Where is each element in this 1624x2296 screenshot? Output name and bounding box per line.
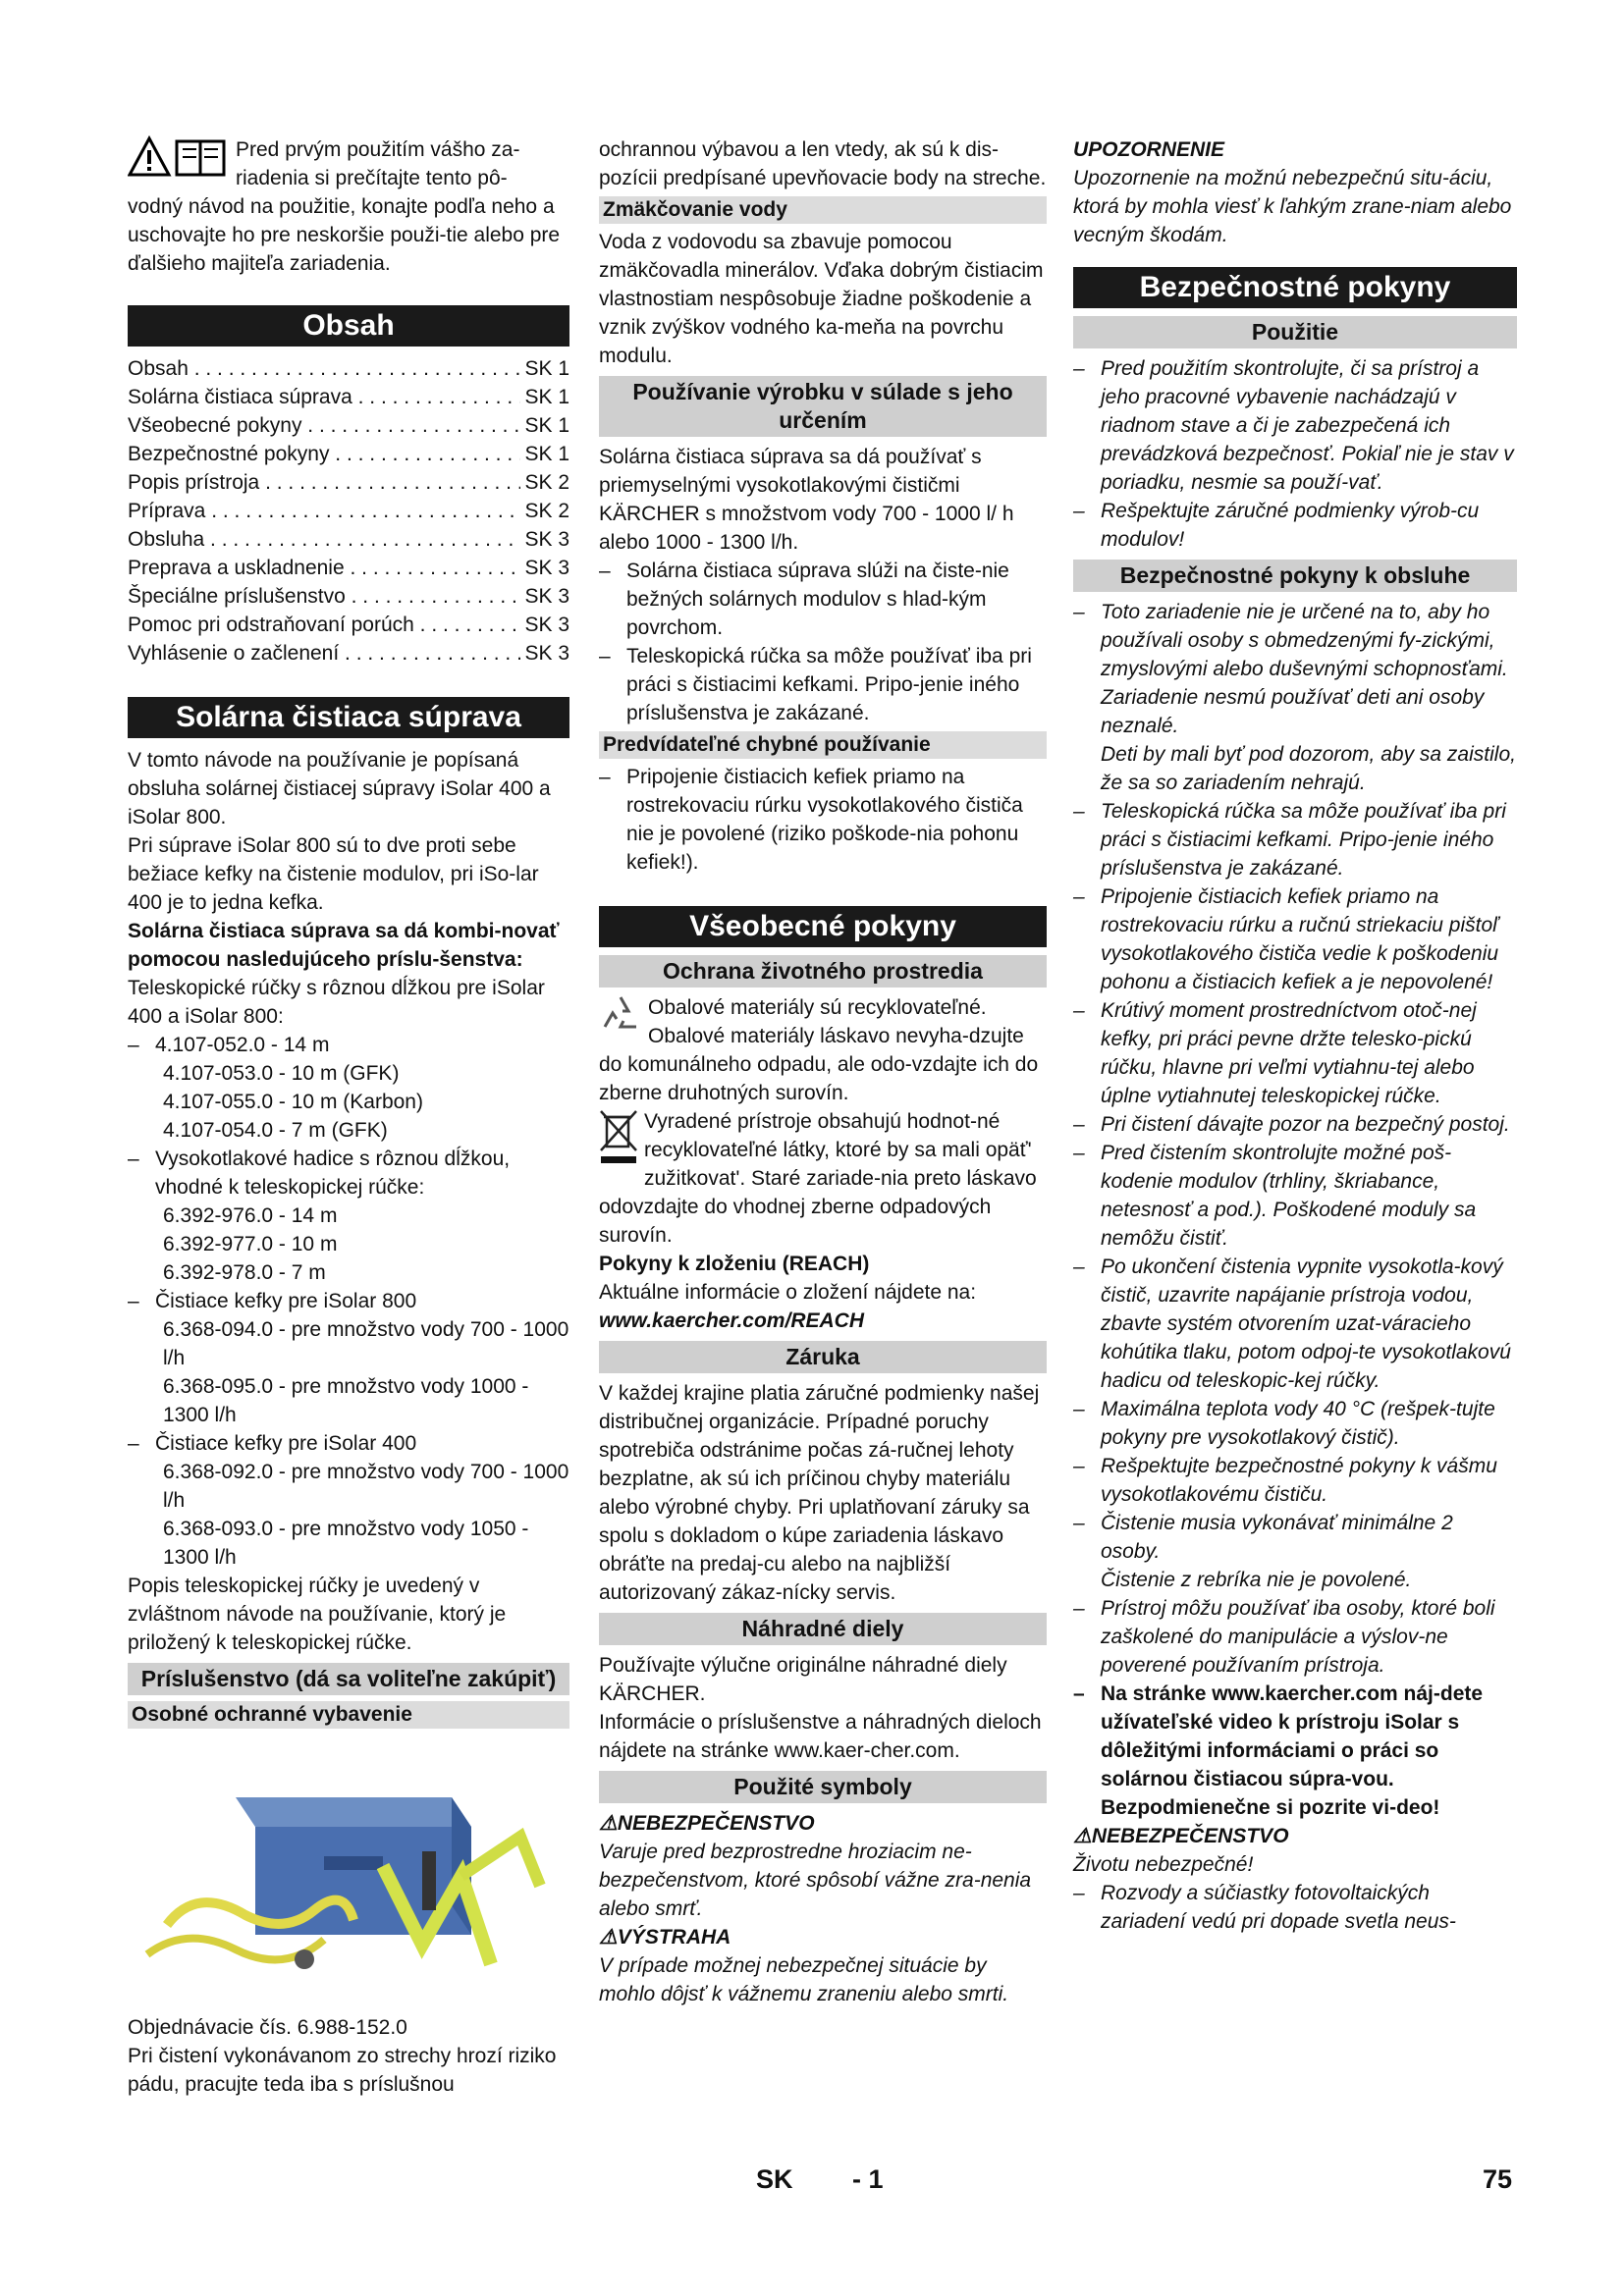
accessory-title: Príslušenstvo (dá sa voliteľne zakúpiť) bbox=[128, 1663, 569, 1695]
list-subitem: 6.368-092.0 - pre množstvo vody 700 - 1000 l/h bbox=[163, 1461, 569, 1512]
solar-p1: V tomto návode na používanie je popísaná obsluha solárnej čistiacej súpravy iSolar 400 a iSolar 800. bbox=[128, 749, 551, 828]
warning-triangle-icon: ⚠ bbox=[599, 1926, 618, 1949]
solar-title: Solárna čistiaca súprava bbox=[128, 697, 569, 738]
list-item: – Maximálna teplota vody 40 °C (rešpek-tujte pokyny pre vysokotlakový čistič). bbox=[1073, 1398, 1495, 1449]
warning-label: ⚠VÝSTRAHA bbox=[599, 1926, 731, 1949]
env-block-2 bbox=[599, 1107, 1047, 1250]
warranty-title: Záruka bbox=[599, 1341, 1047, 1373]
accessory-order: Objednávacie čís. 6.988-152.0 bbox=[128, 2016, 407, 2039]
crossed-bin-icon bbox=[599, 1107, 638, 1174]
list-item: – Pred použitím skontrolujte, či sa prístroj a jeho pracovné vybavenie nachádzajú v riadnom stave a či je zabezpečená ich prevádzková bezpečnosť. Pokiaľ nie je stav v poriadku, nesmie sa použí-vať. bbox=[1073, 357, 1514, 494]
list-item: – Čistiace kefky pre iSolar 800 bbox=[128, 1290, 417, 1312]
footer-lang: SK bbox=[756, 2164, 793, 2194]
env-p2: Vyradené prístroje obsahujú hodnot-né recyklovateľné látky, ktoré by sa mali opäť' zužitkovat'. Staré zariade-nia preto láskavo odovzdajte do vhodnej zberne odpadových surovín. bbox=[599, 1110, 1037, 1247]
list-item: – Teleskopická rúčka sa môže používať iba pri práci s čistiacimi kefkami. Pripo-jenie iného príslušenstva je zakázané. bbox=[1073, 800, 1506, 880]
list-subitem: 6.392-978.0 - 7 m bbox=[163, 1261, 326, 1284]
solar-p3: Solárna čistiaca súprava sa dá kombi-novať pomocou nasledujúceho príslu-šenstva: bbox=[128, 920, 560, 971]
page-number: 75 bbox=[1483, 2164, 1513, 2194]
env-block-1 bbox=[599, 993, 1047, 1107]
list-item: – Na stránke www.kaercher.com náj-dete užívateľské video k prístroju iSolar s dôležitými informáciami o práci so solárnou čistiacou súpra-vou. Bezpodmienečne si pozrite vi-deo! bbox=[1073, 1682, 1484, 1819]
reach-p: Aktuálne informácie o zložení nájdete na: bbox=[599, 1281, 977, 1304]
toc-item[interactable]: Preprava a uskladnenie . . . SK 3 bbox=[128, 554, 569, 582]
intro-text-c: vodný návod na použitie, konajte podľa neho a uschovajte ho pre neskoršie použi-tie alebo pre ďalšieho majiteľa zariadenia. bbox=[128, 195, 561, 275]
toc-title: Obsah bbox=[128, 305, 569, 347]
intro-text-b: riadenia si prečítajte tento pô- bbox=[236, 167, 508, 189]
list-subitem: 6.392-976.0 - 14 m bbox=[163, 1204, 338, 1227]
reach-title: Pokyny k zloženiu (REACH) bbox=[599, 1253, 870, 1275]
toc-item[interactable]: Obsluha . . . SK 3 bbox=[128, 525, 569, 554]
list-item: – Čistenie musia vykonávať minimálne 2 osoby. bbox=[1073, 1512, 1453, 1563]
accessory-p1: Pri čistení vykonávanom zo strechy hrozí riziko pádu, pracujte teda iba s príslušnou bbox=[128, 2045, 557, 2096]
list-subitem: 4.107-055.0 - 10 m (Karbon) bbox=[163, 1091, 423, 1113]
safety-use-title: Použitie bbox=[1073, 316, 1517, 348]
toc-item[interactable]: Pomoc pri odstraňovaní porúch . . . SK 3 bbox=[128, 611, 569, 639]
list-subitem: 6.392-977.0 - 10 m bbox=[163, 1233, 338, 1255]
list-item: – Rozvody a súčiastky fotovoltaických zariadení vedú pri dopade svetla neus- bbox=[1073, 1882, 1456, 1933]
toc-item[interactable]: Bezpečnostné pokyny . . . SK 1 bbox=[128, 440, 569, 468]
toc-item[interactable]: Obsah . . . SK 1 bbox=[128, 354, 569, 383]
water-title: Zmäkčovanie vody bbox=[599, 196, 1047, 224]
warning-triangle-icon: ⚠ bbox=[1073, 1825, 1092, 1847]
toc-item[interactable]: Špeciálne príslušenstvo . . . SK 3 bbox=[128, 582, 569, 611]
env-title: Ochrana životného prostredia bbox=[599, 955, 1047, 988]
list-item: – Rešpektujte záručné podmienky výrob-cu modulov! bbox=[1073, 500, 1480, 551]
safety-title: Bezpečnostné pokyny bbox=[1073, 267, 1517, 308]
danger-label: ⚠NEBEZPEČENSTVO bbox=[1073, 1825, 1289, 1847]
col2-p0: ochrannou výbavou a len vtedy, ak sú k dis-pozícii predpísané upevňovacie body na streche. bbox=[599, 138, 1047, 189]
list-item: – Po ukončení čistenia vypnite vysokotla-kový čistič, uzavrite napájanie prístroja vodou, zbavte systém otvorením uzat-váracieho kohútika tlaku, potom odpoj-te vysokotlakovú hadicu od teleskopic-kej rúčky. bbox=[1073, 1255, 1511, 1392]
toc-list bbox=[128, 354, 569, 667]
caution-label: UPOZORNENIE bbox=[1073, 138, 1225, 161]
list-subitem: 6.368-093.0 - pre množstvo vody 1050 - 1300 l/h bbox=[163, 1518, 529, 1569]
warning-p: V prípade možnej nebezpečnej situácie by mohlo dôjsť k vážnemu zraneniu alebo smrti. bbox=[599, 1954, 1009, 2005]
danger-p: Varuje pred bezprostredne hroziacim ne-bezpečenstvom, ktoré spôsobí vážne zra-nenia alebo smrť. bbox=[599, 1841, 1032, 1920]
danger-p: Životu nebezpečné! bbox=[1073, 1853, 1254, 1876]
reach-url[interactable]: www.kaercher.com/REACH bbox=[599, 1309, 864, 1332]
warning-manual-icon bbox=[128, 135, 230, 187]
list-item: – Pripojenie čistiacich kefiek priamo na rostrekovaciu rúrku vysokotlakového čističa nie je povolené (riziko poškode-nia pohonu kefiek!). bbox=[599, 766, 1023, 874]
recycle-icon bbox=[599, 993, 642, 1044]
list-item: – Pred čistením skontrolujte možné poš-kodenie modulov (trhliny, škriabance, netesnosť a pod.). Poškodené moduly sa nemôžu čistiť. bbox=[1073, 1142, 1477, 1250]
list-subitem: 4.107-053.0 - 10 m (GFK) bbox=[163, 1062, 400, 1085]
column-2 bbox=[599, 135, 1047, 2008]
list-item: – Pri čistení dávajte pozor na bezpečný postoj. bbox=[1073, 1113, 1510, 1136]
warranty-p: V každej krajine platia záručné podmienky našej distribučnej organizácie. Prípadné poruchy spotrebiča odstránime počas zá-ručnej lehoty bezplatne, ak sú ich príčinou chyby materiálu alebo výrobné chyby. Pri uplatňovaní záruky sa spolu s dokladom o kúpe zariadenia láskavo obráťte na predaj-cu alebo na najbližší autorizovaný zákaz-nícky servis. bbox=[599, 1382, 1040, 1604]
intro-text-a: Pred prvým použitím vášho za- bbox=[236, 138, 520, 161]
accessory-subtitle: Osobné ochranné vybavenie bbox=[128, 1701, 569, 1729]
warning-triangle-icon: ⚠ bbox=[599, 1812, 618, 1835]
toc-item[interactable]: Solárna čistiaca súprava . . . SK 1 bbox=[128, 383, 569, 411]
intro-block bbox=[128, 135, 569, 278]
symbols-title: Použité symboly bbox=[599, 1771, 1047, 1803]
danger-label: ⚠NEBEZPEČENSTVO bbox=[599, 1812, 815, 1835]
list-subitem: 6.368-095.0 - pre množstvo vody 1000 - 1300 l/h bbox=[163, 1375, 529, 1426]
list-item: – Čistiace kefky pre iSolar 400 bbox=[128, 1432, 417, 1455]
toc-item[interactable]: Vyhlásenie o začlenení . . . SK 3 bbox=[128, 639, 569, 667]
column-3 bbox=[1073, 135, 1517, 1936]
operation-title: Bezpečnostné pokyny k obsluhe bbox=[1073, 560, 1517, 592]
solar-p5: Popis teleskopickej rúčky je uvedený v zvláštnom návode na používanie, ktorý je priložený k teleskopickej rúčke. bbox=[128, 1575, 507, 1654]
use-p: Solárna čistiaca súprava sa dá používať s priemyselnými vysokotlakovými čističmi KÄRCHER s množstvom vody 700 - 1000 l/ h alebo 1000 - 1300 l/h. bbox=[599, 446, 1014, 554]
water-p: Voda z vodovodu sa zbavuje pomocou zmäkčovadla minerálov. Vďaka dobrým čistiacim vlastnostiam nespôsobuje žiadne poškodenie a vznik zvýškov vodného ka-meňa na povrchu modulu. bbox=[599, 231, 1044, 367]
footer-num: - 1 bbox=[852, 2164, 884, 2194]
list-item: – 4.107-052.0 - 14 m bbox=[128, 1034, 330, 1056]
solar-p4: Teleskopické rúčky s rôznou dĺžkou pre iSolar 400 a iSolar 800: bbox=[128, 977, 545, 1028]
toc-item[interactable]: Príprava . . . SK 2 bbox=[128, 497, 569, 525]
protective-equipment-image bbox=[128, 1758, 569, 1994]
list-item: – Toto zariadenie nie je určené na to, aby ho používali osoby s obmedzenými fy-zickými, zmyslovými alebo duševnými schopnosťami. bbox=[1073, 601, 1508, 680]
list-subitem: Zariadenie nesmú používať deti ani osoby neznalé. bbox=[1101, 686, 1485, 737]
solar-p2: Pri súprave iSolar 800 sú to dve proti sebe bežiace kefky na čistenie modulov, pri iSo-lar 400 je to jedna kefka. bbox=[128, 834, 539, 914]
list-subitem: Čistenie z rebríka nie je povolené. bbox=[1101, 1569, 1412, 1591]
column-1 bbox=[128, 135, 569, 2099]
list-item: – Vysokotlakové hadice s rôznou dĺžkou, vhodné k teleskopickej rúčke: bbox=[128, 1148, 511, 1199]
caution-p: Upozornenie na možnú nebezpečnú situ-áciu, ktorá by mohla viesť k ľahkým zrane-niam alebo vecným škodám. bbox=[1073, 167, 1512, 246]
list-item: – Teleskopická rúčka sa môže používať iba pri práci s čistiacimi kefkami. Pripo-jenie iného príslušenstva je zakázané. bbox=[599, 645, 1032, 724]
list-item: – Krútivý moment prostredníctvom otoč-nej kefky, pri práci pevne držte telesko-pickú rúčku, hlavne pri veľmi vytiahnu-tej alebo úplne vytiahnutej teleskopickej rúčke. bbox=[1073, 999, 1477, 1107]
list-item: – Prístroj môžu používať iba osoby, ktoré boli zaškolené do manipulácie a výslov-ne poverené používaním prístroja. bbox=[1073, 1597, 1495, 1677]
parts-title: Náhradné diely bbox=[599, 1613, 1047, 1645]
toc-item[interactable]: Popis prístroja . . . SK 2 bbox=[128, 468, 569, 497]
toc-item[interactable]: Všeobecné pokyny . . . SK 1 bbox=[128, 411, 569, 440]
list-item: – Rešpektujte bezpečnostné pokyny k vášmu vysokotlakovému čističu. bbox=[1073, 1455, 1497, 1506]
general-title: Všeobecné pokyny bbox=[599, 906, 1047, 947]
parts-p2: Informácie o príslušenstve a náhradných dieloch nájdete na stránke www.kaer-cher.com. bbox=[599, 1711, 1042, 1762]
use-title: Používanie výrobku v súlade s jeho určením bbox=[599, 376, 1047, 437]
env-p1: Obalové materiály sú recyklovateľné. Obalové materiály láskavo nevyha-dzujte do komunálneho odpadu, ale odo-vzdajte ich do zberne druhotných surovín. bbox=[599, 996, 1039, 1104]
list-item: – Pripojenie čistiacich kefiek priamo na rostrekovaciu rúrku a ručnú striekaciu pištoľ vysokotlakového čističa vedie k poškodeniu pohonu a čistiacich kefiek a je nepovolené! bbox=[1073, 885, 1499, 993]
list-subitem: 6.368-094.0 - pre množstvo vody 700 - 1000 l/h bbox=[163, 1318, 569, 1369]
misuse-title: Predvídateľné chybné používanie bbox=[599, 731, 1047, 759]
list-subitem: Deti by mali byť pod dozorom, aby sa zaistilo, že sa so zariadením nehrajú. bbox=[1101, 743, 1516, 794]
list-subitem: 4.107-054.0 - 7 m (GFK) bbox=[163, 1119, 388, 1142]
parts-p1: Používajte výlučne originálne náhradné diely KÄRCHER. bbox=[599, 1654, 1007, 1705]
list-item: – Solárna čistiaca súprava slúži na čiste-nie bežných solárnych modulov s hlad-kým povrchom. bbox=[599, 560, 1009, 639]
